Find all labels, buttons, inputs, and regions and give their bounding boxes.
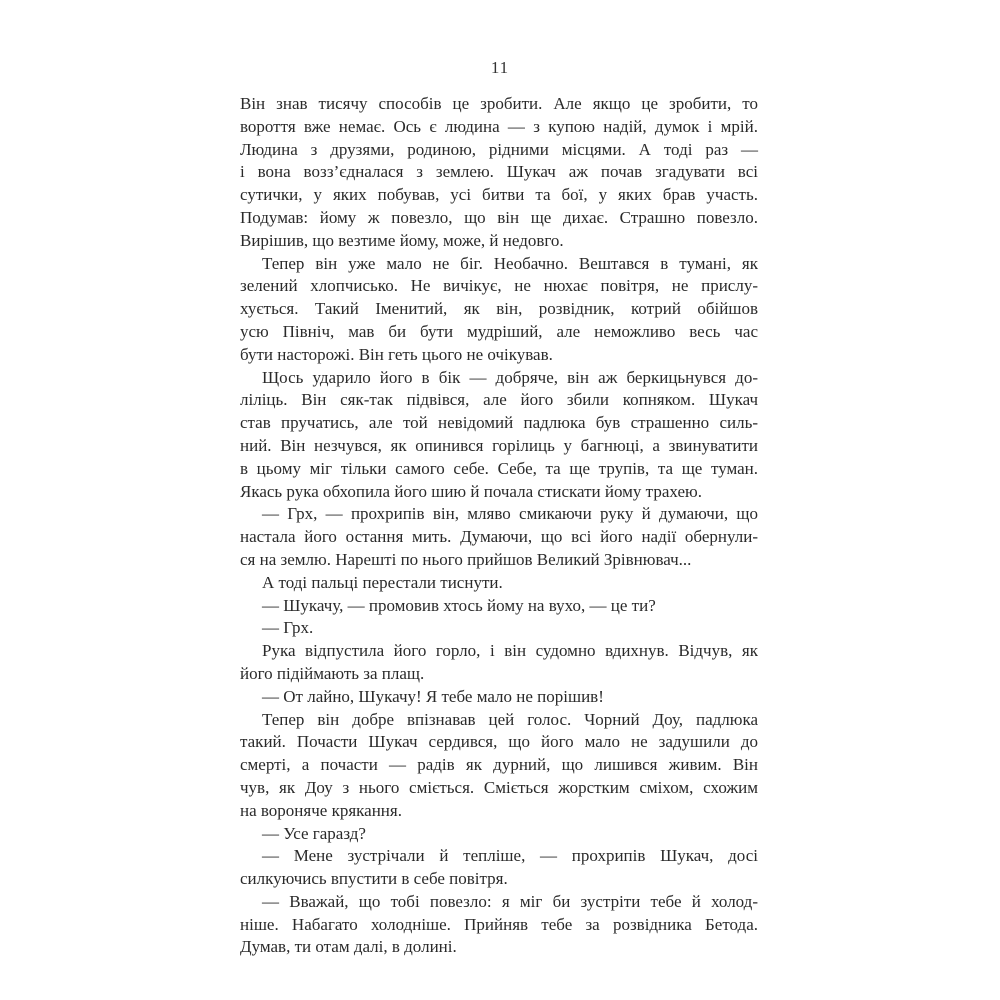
text-line: хується. Такий Іменитий, як він, розвідник, котрий обійшов — [240, 299, 758, 319]
text-line: А тоді пальці перестали тиснути. — [262, 572, 503, 592]
text-line: Тепер він добре впізнавав цей голос. Чорний Доу, падлюка — [262, 709, 758, 729]
text-line: — От лайно, Шукачу! Я тебе мало не порішив! — [262, 686, 604, 706]
body-text — [240, 93, 758, 959]
text-line: його підіймають за плащ. — [240, 663, 425, 683]
text-line: Вирішив, що везтиме йому, може, й недовго. — [240, 230, 564, 250]
text-line: настала його остання мить. Думаючи, що всі його надії обернули- — [240, 527, 758, 547]
text-line: ліліць. Він сяк-так підвівся, але його збили копняком. Шукач — [240, 390, 758, 410]
text-line: в цьому міг тільки самого себе. Себе, та ще трупів, та ще туман. — [240, 458, 758, 478]
text-line: — Грх. — [262, 618, 314, 638]
text-line: Тепер він уже мало не біг. Необачно. Вештався в тумані, як — [262, 253, 758, 273]
page-number: 11 — [490, 58, 510, 77]
text-line: зелений хлопчисько. Не вичікує, не нюхає повітря, не прислу- — [240, 276, 758, 296]
text-line: чув, як Доу з нього сміється. Сміється жорстким сміхом, схожим — [240, 777, 758, 797]
text-line: — Грх, — прохрипів він, мляво смикаючи руку й думаючи, що — [262, 504, 758, 524]
text-line: — Мене зустрічали й тепліше, — прохрипів Шукач, досі — [262, 846, 758, 866]
text-line: вороття вже немає. Ось є людина — з купою надій, думок і мрій. — [240, 116, 758, 136]
text-line: Подумав: йому ж повезло, що він ще дихає. Страшно повезло. — [240, 207, 758, 227]
text-line: Думав, ти отам далі, в долині. — [240, 937, 457, 957]
text-line: і вона возз’єдналася з землею. Шукач аж почав згадувати всі — [240, 162, 758, 182]
text-line: — Усе гаразд? — [262, 823, 366, 843]
text-line: такий. Почасти Шукач сердився, що його мало не задушили до — [240, 732, 758, 752]
text-line: бути насторожі. Він геть цього не очікував. — [240, 344, 553, 364]
text-line: ний. Він незчувся, як опинився горілиць у багнюці, а звинуватити — [240, 435, 758, 455]
text-line: ся на землю. Нарешті по нього прийшов Великий Зрівнювач... — [240, 549, 692, 569]
text-line: Щось ударило його в бік — добряче, він аж беркицьнувся до- — [262, 367, 758, 387]
text-line: — Шукачу, — промовив хтось йому на вухо, — це ти? — [262, 595, 656, 615]
text-line: на вороняче крякання. — [240, 800, 402, 820]
text-line: смерті, а почасти — радів як дурний, що лишився живим. Він — [240, 755, 758, 775]
text-line: Людина з друзями, родиною, рідними місцями. А тоді раз — — [240, 139, 758, 159]
text-line: сутички, у яких побував, усі битви та бої, у яких брав участь. — [240, 185, 758, 205]
text-line: — Вважай, що тобі повезло: я міг би зустріти тебе й холод- — [262, 891, 758, 911]
text-line: Він знав тисячу способів це зробити. Але якщо це зробити, то — [240, 94, 758, 113]
text-line: став пручатись, але той невідомий падлюка був страшенно силь- — [240, 413, 758, 433]
text-line: силкуючись впустити в себе повітря. — [240, 869, 508, 889]
text-line: Якась рука обхопила його шию й почала стискати йому трахею. — [240, 481, 702, 501]
text-line: усю Північ, мав би бути мудріший, але неможливо весь час — [240, 321, 758, 341]
text-line: Рука відпустила його горло, і він судомно вдихнув. Відчув, як — [262, 641, 758, 661]
text-line: ніше. Набагато холодніше. Прийняв тебе за розвідника Бетода. — [240, 914, 758, 934]
